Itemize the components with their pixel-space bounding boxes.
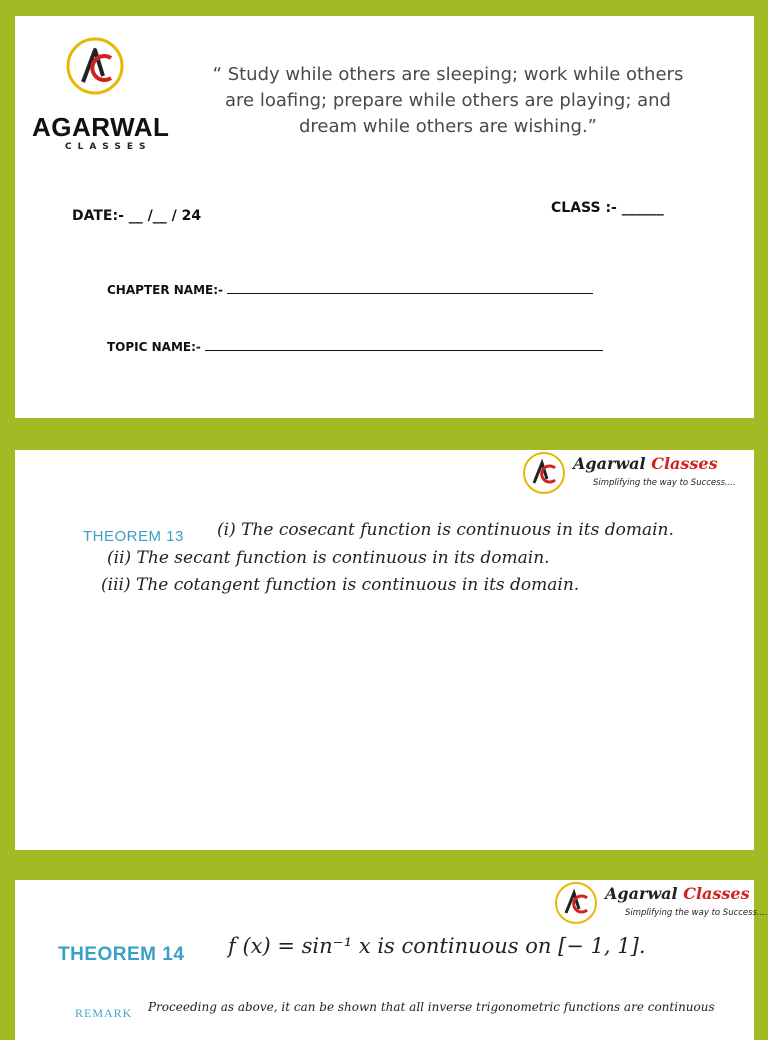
header-tagline: Simplifying the way to Success.... (593, 478, 736, 488)
brand-name: AGARWAL (32, 112, 170, 142)
remark-label: REMARK (75, 1006, 133, 1020)
chapter-name-blank (227, 282, 593, 294)
theorem-14-label: THEOREM 14 (58, 944, 185, 965)
class-field-label: CLASS :- ______ (551, 200, 664, 216)
brand-name-part1: Agarwal (573, 454, 646, 473)
header-logo (555, 882, 768, 928)
header-logo (523, 452, 743, 498)
chapter-name-field (107, 282, 593, 297)
chapter-name-label: CHAPTER NAME:- (107, 283, 223, 297)
worksheet-cover-page (15, 16, 754, 418)
agarwal-logo-icon (65, 36, 125, 96)
theorem-13-item-3: (iii) The cotangent function is continuous in its domain. (101, 575, 580, 595)
header-brand-name (605, 884, 750, 903)
topic-name-label: TOPIC NAME:- (107, 340, 201, 354)
ac-logo-icon (555, 882, 597, 924)
brand-name-part2: Classes (683, 884, 750, 903)
theorem-13-item-1: (i) The cosecant function is continuous in its domain. (217, 520, 674, 540)
theorem-13-item-2: (ii) The secant function is continuous in its domain. (107, 548, 550, 568)
brand-name-part1: Agarwal (605, 884, 678, 903)
theorem-13-page (15, 450, 754, 850)
topic-name-field (107, 339, 603, 354)
date-field-label: DATE:- __ /__ / 24 (72, 208, 202, 224)
brand-name-part2: Classes (651, 454, 718, 473)
theorem-14-page (15, 880, 768, 1040)
theorem-14-statement: f (x) = sin⁻¹ x is continuous on [− 1, 1]. (228, 934, 646, 958)
topic-name-blank (205, 339, 603, 351)
brand-subtitle: CLASSES (65, 142, 152, 152)
header-brand-name (573, 454, 718, 473)
header-tagline: Simplifying the way to Success.... (625, 908, 768, 918)
ac-logo-icon (523, 452, 565, 494)
remark-text: Proceeding as above, it can be shown that all inverse trigonometric functions are continuous (148, 1000, 715, 1014)
motivational-quote: “ Study while others are sleeping; work while others are loafing; prepare while others are playing; and dream while others are wishing.” (212, 64, 684, 137)
theorem-13-label: THEOREM 13 (83, 528, 184, 545)
